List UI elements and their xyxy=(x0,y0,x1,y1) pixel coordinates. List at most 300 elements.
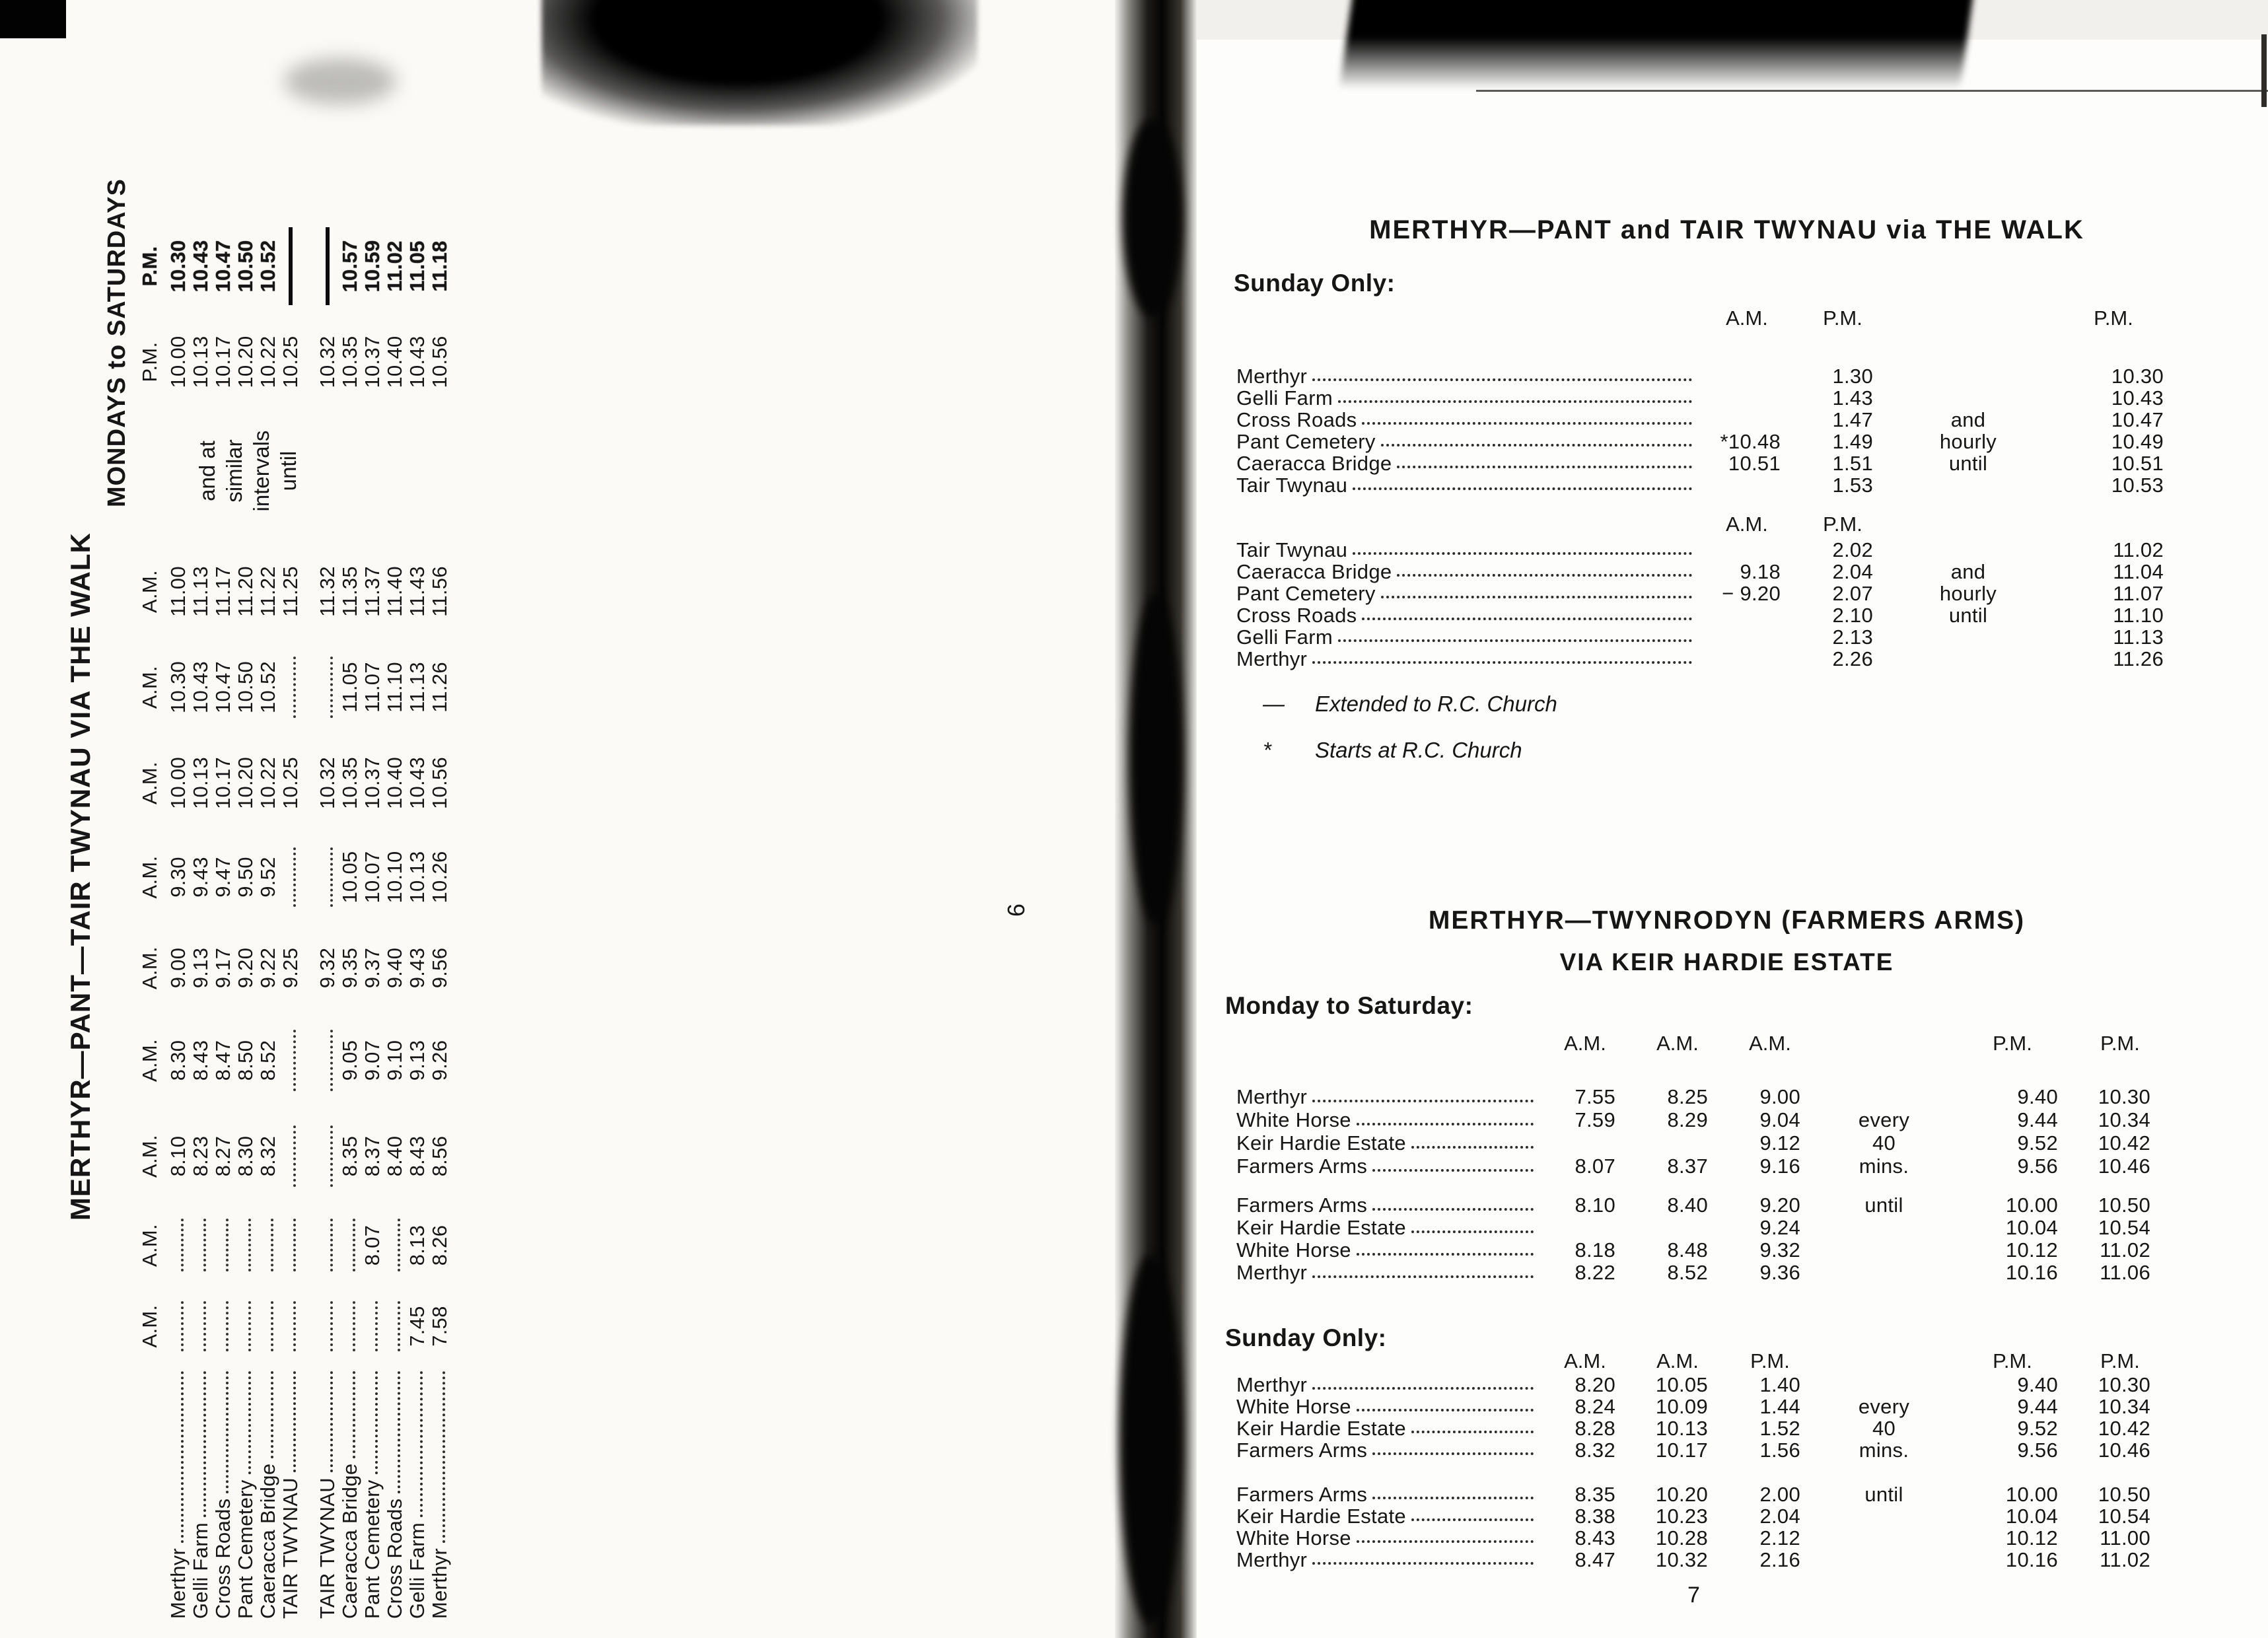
time-cell: 1.40 xyxy=(1759,1372,1800,1396)
time-cell: 11.26 xyxy=(2113,647,2164,670)
station-cell xyxy=(1235,1505,1539,1527)
station-cell xyxy=(1235,365,1697,387)
time-cell xyxy=(1697,474,1796,496)
time-cell: 8.52 xyxy=(1667,1261,1708,1284)
time-cell xyxy=(384,1204,406,1287)
dotted-leader xyxy=(271,1371,273,1458)
station-name: Caeracca Bridge xyxy=(338,1463,361,1619)
dotted-leader xyxy=(1353,552,1692,555)
time-cell xyxy=(279,1013,302,1108)
time-cell xyxy=(1697,604,1796,626)
time-cell: 10.43 xyxy=(189,660,212,714)
station-name: Pant Cemetery xyxy=(234,1479,257,1619)
time-cell: 10.40 xyxy=(383,336,406,388)
time-cell: 9.52 xyxy=(256,857,279,898)
hourly-note-cell xyxy=(1889,474,2047,496)
station-cell xyxy=(1235,474,1697,496)
time-cell xyxy=(279,1204,302,1287)
frequency-note-cell xyxy=(1816,1217,1952,1239)
sunday-only-label: Sunday Only: xyxy=(1234,269,1396,297)
time-cell: 10.30 xyxy=(166,660,190,714)
hourly-note-cell xyxy=(1889,539,2047,561)
station-name: Keir Hardie Estate xyxy=(1236,1504,1406,1528)
station-name: TAIR TWYNAU xyxy=(279,1478,302,1619)
time-cell: 8.10 xyxy=(1575,1193,1615,1217)
walk-sunday-return-table xyxy=(1235,539,2179,670)
time-cell: 10.10 xyxy=(383,851,406,904)
station-name: Merthyr xyxy=(1236,1372,1308,1396)
time-cell: 10.42 xyxy=(2098,1131,2150,1155)
time-cell: 10.05 xyxy=(1655,1372,1708,1396)
station-cell xyxy=(1235,1483,1539,1505)
station-name: Tair Twynau xyxy=(1236,473,1348,497)
time-cell: 10.22 xyxy=(256,336,279,388)
time-cell: 8.20 xyxy=(1575,1372,1615,1396)
time-cell: 10.13 xyxy=(1655,1416,1708,1440)
time-cell: 10.42 xyxy=(2098,1416,2150,1440)
station-name: Cross Roads xyxy=(1236,408,1357,431)
time-cell: 9.20 xyxy=(1759,1193,1800,1217)
time-cell: 8.23 xyxy=(189,1135,212,1177)
time-cell: 9.13 xyxy=(189,947,212,989)
time-cell: 8.35 xyxy=(338,1135,361,1177)
time-cell: 9.10 xyxy=(383,1040,406,1081)
time-cell: 11.35 xyxy=(338,566,361,617)
col-header-pm: P.M. xyxy=(1993,1032,2032,1055)
dotted-leader xyxy=(1312,1387,1534,1390)
column-header xyxy=(135,411,167,544)
station-name: Tair Twynau xyxy=(1236,538,1348,561)
time-cell: 9.18 xyxy=(1740,559,1781,583)
interval-note-line: until xyxy=(276,450,301,491)
time-cell: 10.43 xyxy=(406,756,429,810)
time-cell: 1.49 xyxy=(1832,429,1873,453)
station-name: Merthyr xyxy=(166,1548,190,1619)
station-cell xyxy=(1235,604,1697,626)
time-cell xyxy=(316,639,339,735)
station-cell xyxy=(1235,648,1697,670)
left-page xyxy=(0,0,1123,1638)
time-cell: 8.47 xyxy=(211,1040,234,1081)
time-cell: 8.07 xyxy=(361,1225,384,1266)
hourly-note-cell: until xyxy=(1948,451,1988,475)
time-cell: 11.00 xyxy=(166,566,190,617)
time-cell: 8.30 xyxy=(166,1040,190,1081)
dotted-leader xyxy=(353,1371,355,1458)
time-cell xyxy=(316,1204,339,1287)
time-cell xyxy=(279,639,302,735)
time-cell: 11.18 xyxy=(428,240,451,292)
time-cell: 9.12 xyxy=(1759,1131,1800,1155)
time-cell: 10.09 xyxy=(1655,1394,1708,1418)
dotted-leader xyxy=(1357,1540,1534,1543)
dotted-leader xyxy=(1362,422,1692,425)
time-cell: 10.46 xyxy=(2098,1154,2150,1178)
time-cell: 9.07 xyxy=(361,1040,384,1081)
time-cell xyxy=(1697,365,1796,387)
time-cell: 10.53 xyxy=(2111,473,2164,497)
time-cell xyxy=(1697,387,1796,409)
time-cell: 1.53 xyxy=(1832,473,1873,497)
station-name: Farmers Arms xyxy=(1236,1154,1368,1178)
column-header: A.M. xyxy=(138,1224,161,1267)
time-cell: 10.00 xyxy=(166,336,190,388)
station-name: Cross Roads xyxy=(211,1498,234,1619)
time-cell xyxy=(279,1287,302,1366)
time-cell: 11.02 xyxy=(2100,1238,2150,1262)
time-cell xyxy=(339,1204,361,1287)
binding-gutter xyxy=(1115,0,1197,1638)
time-cell: 11.10 xyxy=(2113,603,2164,627)
dotted-leader xyxy=(1338,400,1692,403)
footnote-symbol: — xyxy=(1263,692,1285,716)
time-cell: 8.24 xyxy=(1575,1394,1615,1418)
row-spacer xyxy=(302,220,316,1620)
time-cell: 11.13 xyxy=(2113,625,2164,649)
time-cell: 11.06 xyxy=(2100,1261,2150,1284)
time-cell: 10.30 xyxy=(2111,364,2164,388)
station-cell xyxy=(406,1366,429,1620)
dotted-leader xyxy=(1397,466,1692,468)
station-name: Cross Roads xyxy=(383,1498,406,1619)
time-cell: 10.25 xyxy=(279,336,302,388)
station-cell xyxy=(1235,409,1697,431)
station-name: Cross Roads xyxy=(1236,603,1357,627)
station-name: TAIR TWYNAU xyxy=(316,1478,339,1619)
footnote-text: Extended to R.C. Church xyxy=(1315,692,1557,716)
time-cell: 9.44 xyxy=(2017,1394,2058,1418)
hourly-note-cell: until xyxy=(1948,603,1988,627)
col-header-am: A.M. xyxy=(1564,1032,1606,1055)
station-cell xyxy=(1235,1439,1539,1461)
time-cell: 2.04 xyxy=(1832,559,1873,583)
time-cell xyxy=(384,1287,406,1366)
time-cell: 1.52 xyxy=(1759,1416,1800,1440)
dotted-leader xyxy=(226,1371,229,1493)
time-cell: 9.52 xyxy=(2017,1131,2058,1155)
time-cell: 11.04 xyxy=(2113,559,2164,583)
time-cell: 11.02 xyxy=(383,240,406,292)
dotted-leader xyxy=(1411,1431,1534,1433)
station-name: Keir Hardie Estate xyxy=(1236,1216,1406,1239)
frequency-note-cell: every xyxy=(1858,1394,1910,1418)
time-cell: 1.43 xyxy=(1832,386,1873,410)
time-cell: 9.37 xyxy=(361,947,384,989)
station-name: Caeracca Bridge xyxy=(1236,559,1392,583)
station-name: Merthyr xyxy=(428,1548,451,1619)
time-cell: 11.25 xyxy=(279,566,302,617)
station-name: Merthyr xyxy=(1236,364,1308,388)
time-cell: 9.17 xyxy=(211,947,234,989)
time-cell: 8.38 xyxy=(1575,1504,1615,1528)
time-cell xyxy=(212,1287,234,1366)
time-cell: 8.40 xyxy=(1667,1193,1708,1217)
time-cell: 10.54 xyxy=(2098,1216,2150,1239)
station-cell xyxy=(190,1366,212,1620)
station-name: White Horse xyxy=(1236,1394,1351,1418)
dotted-leader xyxy=(1381,596,1692,598)
section2-title-line1: MERTHYR—TWYNRODYN (FARMERS ARMS) xyxy=(1428,906,2026,935)
time-cell: 10.16 xyxy=(2005,1261,2058,1284)
col-header-am: A.M. xyxy=(1656,1032,1699,1055)
time-cell: 8.25 xyxy=(1667,1085,1708,1108)
time-cell: 9.26 xyxy=(428,1040,451,1081)
time-cell: 10.23 xyxy=(1655,1504,1708,1528)
time-cell xyxy=(257,1287,279,1366)
time-cell: 10.56 xyxy=(428,336,451,388)
time-cell xyxy=(316,220,339,312)
station-name: Pant Cemetery xyxy=(1236,581,1376,605)
station-cell xyxy=(234,1366,257,1620)
station-cell xyxy=(1235,387,1697,409)
time-cell xyxy=(257,1204,279,1287)
interval-note-line: intervals xyxy=(249,430,273,512)
frequency-note-cell: mins. xyxy=(1859,1438,1909,1462)
time-cell xyxy=(361,1287,384,1366)
dotted-leader xyxy=(1397,574,1692,577)
station-name: Farmers Arms xyxy=(1236,1438,1368,1462)
frequency-note-cell xyxy=(1816,1374,1952,1396)
time-cell xyxy=(339,1287,361,1366)
time-cell: 10.00 xyxy=(2005,1193,2058,1217)
time-cell: 10.13 xyxy=(406,851,429,904)
time-cell: 8.29 xyxy=(1667,1108,1708,1131)
station-name: Merthyr xyxy=(1236,647,1308,670)
time-cell: 10.54 xyxy=(2098,1504,2150,1528)
time-cell: 10.51 xyxy=(1728,451,1781,475)
time-cell xyxy=(234,1204,257,1287)
corner-cell xyxy=(135,1366,167,1620)
time-cell: 10.00 xyxy=(166,756,190,810)
time-cell: 9.40 xyxy=(2017,1085,2058,1108)
dotted-leader xyxy=(1372,1169,1534,1172)
dotted-leader xyxy=(1372,1208,1534,1211)
time-cell: 9.56 xyxy=(428,947,451,989)
time-cell: 10.30 xyxy=(166,240,190,293)
time-cell: 8.13 xyxy=(406,1225,429,1266)
time-cell: 10.04 xyxy=(2005,1216,2058,1239)
time-cell: 9.05 xyxy=(338,1040,361,1081)
time-cell xyxy=(316,1287,339,1366)
weekday-label: Monday to Saturday: xyxy=(1225,992,1473,1019)
column-header: A.M. xyxy=(138,946,161,989)
time-cell xyxy=(316,1108,339,1204)
time-cell: 11.13 xyxy=(406,662,429,713)
time-cell: 9.25 xyxy=(279,947,302,989)
time-cell: 2.12 xyxy=(1759,1526,1800,1549)
col-header-pm: P.M. xyxy=(2100,1349,2140,1372)
time-cell: 9.32 xyxy=(316,947,339,989)
time-cell: 11.17 xyxy=(211,566,234,617)
dotted-leader xyxy=(443,1371,445,1543)
dotted-leader xyxy=(1312,1275,1534,1278)
twynrodyn-sunday-block2 xyxy=(1235,1483,2166,1571)
station-cell xyxy=(1235,1194,1539,1217)
dotted-leader xyxy=(1312,1562,1534,1565)
frequency-note-cell xyxy=(1816,1549,1952,1571)
station-cell xyxy=(429,1366,451,1620)
time-cell: 10.13 xyxy=(189,756,212,810)
time-cell: 10.16 xyxy=(2005,1548,2058,1571)
hourly-note-cell xyxy=(1889,387,2047,409)
col-header-am: A.M. xyxy=(1726,513,1768,536)
station-cell xyxy=(279,1366,302,1620)
station-cell xyxy=(1235,561,1697,583)
time-cell: 11.05 xyxy=(338,662,361,713)
station-cell xyxy=(1235,1217,1539,1239)
time-cell: 10.17 xyxy=(211,336,234,388)
station-cell xyxy=(1235,1549,1539,1571)
service-days-label: MONDAYS to SATURDAYS xyxy=(103,178,131,507)
col-header-pm: P.M. xyxy=(1750,1349,1790,1372)
time-cell: 10.34 xyxy=(2098,1394,2150,1418)
time-cell: 9.00 xyxy=(166,947,190,989)
column-header: A.M. xyxy=(138,762,161,804)
col-header-pm: P.M. xyxy=(2100,1032,2140,1055)
rotated-timetable xyxy=(7,18,1103,1630)
time-cell: 10.52 xyxy=(256,660,279,714)
dotted-leader xyxy=(1312,1100,1534,1102)
hourly-note-cell xyxy=(1889,648,2047,670)
time-cell xyxy=(1697,539,1796,561)
time-cell xyxy=(167,1287,190,1366)
time-cell: 9.50 xyxy=(234,857,257,898)
time-cell: 7.55 xyxy=(1575,1085,1615,1108)
station-cell xyxy=(1235,1262,1539,1284)
station-cell xyxy=(1235,1374,1539,1396)
dotted-leader xyxy=(1411,1146,1534,1149)
time-cell: 8.43 xyxy=(189,1040,212,1081)
time-cell: 2.10 xyxy=(1832,603,1873,627)
station-name: White Horse xyxy=(1236,1108,1351,1131)
dotted-leader xyxy=(1353,487,1692,490)
station-cell xyxy=(167,1366,190,1620)
station-name: Pant Cemetery xyxy=(361,1479,384,1619)
time-cell: 11.02 xyxy=(2100,1548,2150,1571)
dotted-leader xyxy=(203,1371,206,1517)
time-cell: 10.30 xyxy=(2098,1085,2150,1108)
time-cell: 10.50 xyxy=(2098,1193,2150,1217)
time-cell xyxy=(1697,626,1796,648)
time-cell xyxy=(1631,1131,1724,1155)
interval-note xyxy=(194,408,302,534)
time-cell: 10.32 xyxy=(1655,1548,1708,1571)
time-cell: 10.04 xyxy=(2005,1504,2058,1528)
time-cell: 2.16 xyxy=(1759,1548,1800,1571)
dotted-leader xyxy=(1381,444,1692,446)
time-cell: 10.56 xyxy=(428,756,451,810)
time-cell: 9.24 xyxy=(1759,1216,1800,1239)
time-cell xyxy=(1539,1217,1631,1239)
dotted-leader xyxy=(420,1371,423,1517)
column-header: A.M. xyxy=(138,1135,161,1178)
time-cell xyxy=(316,411,339,544)
time-cell: 8.27 xyxy=(211,1135,234,1177)
footnote-symbol: * xyxy=(1263,738,1271,762)
hourly-note-cell xyxy=(1889,365,2047,387)
scan-blotch xyxy=(1123,119,1182,317)
frequency-note-cell xyxy=(1816,1262,1952,1284)
time-cell: 10.34 xyxy=(2098,1108,2150,1131)
time-cell: 9.40 xyxy=(383,947,406,989)
time-cell xyxy=(316,831,339,923)
section1-title: MERTHYR—PANT and TAIR TWYNAU via THE WALK xyxy=(1369,215,2084,244)
time-cell: 10.26 xyxy=(428,851,451,904)
time-cell: 9.40 xyxy=(2017,1372,2058,1396)
time-cell: 8.43 xyxy=(406,1135,429,1177)
time-cell: *10.48 xyxy=(1720,429,1781,453)
time-cell: 10.47 xyxy=(211,660,234,714)
station-name: Pant Cemetery xyxy=(1236,429,1376,453)
time-cell: 10.00 xyxy=(2005,1482,2058,1506)
time-cell: 10.35 xyxy=(338,336,361,388)
dotted-leader xyxy=(1357,1409,1534,1411)
time-cell: 8.22 xyxy=(1575,1261,1615,1284)
left-page-title: MERTHYR—PANT—TAIR TWYNAU VIA THE WALK xyxy=(65,532,96,1221)
time-cell: 11.56 xyxy=(428,566,451,617)
station-name: Keir Hardie Estate xyxy=(1236,1131,1406,1155)
time-cell: 10.46 xyxy=(2098,1438,2150,1462)
time-cell: 8.18 xyxy=(1575,1238,1615,1262)
time-cell: 10.07 xyxy=(361,851,384,904)
time-cell: 8.32 xyxy=(256,1135,279,1177)
time-cell: 9.43 xyxy=(406,947,429,989)
frequency-note-cell: every xyxy=(1858,1108,1910,1131)
time-cell: 8.56 xyxy=(428,1135,451,1177)
time-cell: 10.22 xyxy=(256,756,279,810)
station-cell xyxy=(257,1366,279,1620)
time-cell xyxy=(190,1287,212,1366)
time-cell: 2.00 xyxy=(1759,1482,1800,1506)
time-cell: 10.37 xyxy=(361,336,384,388)
time-cell: 8.37 xyxy=(361,1135,384,1177)
col-header-pm: P.M. xyxy=(2094,306,2133,330)
dotted-leader xyxy=(1411,1230,1534,1233)
time-cell: 10.28 xyxy=(1655,1526,1708,1549)
col-header-pm: P.M. xyxy=(1823,306,1862,330)
dotted-leader xyxy=(1372,1452,1534,1455)
station-name: White Horse xyxy=(1236,1238,1351,1262)
station-name: Farmers Arms xyxy=(1236,1482,1368,1506)
time-cell: 2.26 xyxy=(1832,647,1873,670)
time-cell: 10.51 xyxy=(2111,451,2164,475)
page-number-left: 6 xyxy=(1003,903,1030,917)
col-header-am: A.M. xyxy=(1656,1349,1699,1372)
time-cell: 10.47 xyxy=(2111,408,2164,431)
time-cell: 8.30 xyxy=(234,1135,257,1177)
station-cell xyxy=(1235,539,1697,561)
time-cell: 1.30 xyxy=(1832,364,1873,388)
twynrodyn-weekday-block2 xyxy=(1235,1194,2166,1284)
time-cell: 8.37 xyxy=(1667,1154,1708,1178)
column-header: P.M. xyxy=(138,341,161,382)
time-cell: 10.12 xyxy=(2005,1526,2058,1549)
time-cell xyxy=(384,411,406,544)
time-cell: 11.26 xyxy=(428,662,451,713)
dotted-leader xyxy=(398,1371,400,1493)
time-cell xyxy=(316,1013,339,1108)
time-cell xyxy=(167,411,190,544)
time-cell xyxy=(429,411,451,544)
station-cell xyxy=(1235,583,1697,604)
time-cell: 8.40 xyxy=(383,1135,406,1177)
frequency-note-cell: until xyxy=(1864,1482,1903,1506)
time-cell: 10.43 xyxy=(189,240,212,293)
time-cell: 1.47 xyxy=(1832,408,1873,431)
time-cell: 11.07 xyxy=(2113,581,2164,605)
time-cell: 11.37 xyxy=(361,566,384,617)
hourly-note-cell: and xyxy=(1950,408,1986,431)
